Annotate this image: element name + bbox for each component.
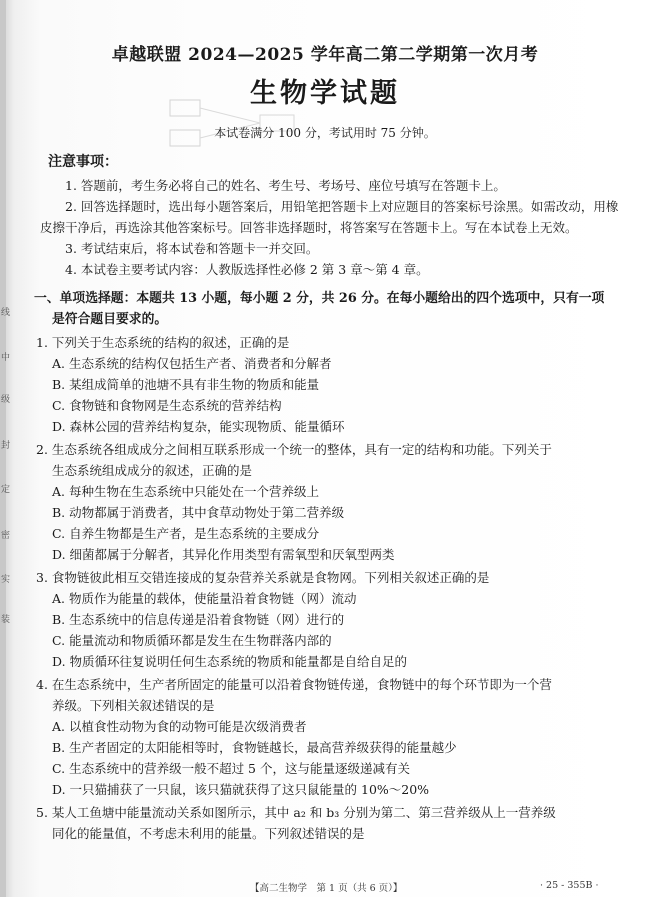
footer-page-info: 【高二生物学 第 1 页（共 6 页）】 bbox=[250, 883, 403, 894]
option-d: D. 细菌都属于分解者，其异化作用类型有需氧型和厌氧型两类 bbox=[52, 547, 395, 562]
question-stem-cont: 同化的能量值，不考虑未利用的能量。下列叙述错误的是 bbox=[52, 826, 365, 841]
score-line: 本试卷满分 100 分，考试用时 75 分钟。 bbox=[214, 126, 436, 140]
option-c: C. 生态系统中的营养级一般不超过 5 个，这与能量逐级递减有关 bbox=[52, 761, 410, 776]
question-stem-cont: 生态系统组成成分的叙述，正确的是 bbox=[52, 463, 253, 478]
option-c: C. 食物链和食物网是生态系统的营养结构 bbox=[52, 398, 282, 413]
margin-mark-8: 装 bbox=[1, 615, 11, 625]
section-heading: 一、单项选择题：本题共 13 小题，每小题 2 分，共 26 分。在每小题给出的四个选项中，只有一项 bbox=[34, 291, 605, 306]
option-c: C. 自养生物都是生产者，是生态系统的主要成分 bbox=[52, 526, 320, 541]
option-b: B. 动物都属于消费者，其中食草动物处于第二营养级 bbox=[52, 505, 345, 520]
section-heading-cont: 是符合题目要求的。 bbox=[52, 312, 168, 327]
question-stem: 5. 某人工鱼塘中能量流动关系如图所示，其中 a₂ 和 b₃ 分别为第二、第三营养级从上一营养级 bbox=[36, 805, 556, 820]
notice-heading: 注意事项： bbox=[48, 154, 118, 170]
question-1 bbox=[30, 332, 620, 437]
option-a: A. 生态系统的结构仅包括生产者、消费者和分解者 bbox=[52, 356, 332, 371]
option-b: B. 生产者固定的太阳能相等时，食物链越长，最高营养级获得的能量越少 bbox=[52, 740, 457, 755]
notice-item-4: 4. 本试卷主要考试内容：人教版选择性必修 2 第 3 章～第 4 章。 bbox=[65, 262, 429, 277]
margin-mark-5: 定 bbox=[1, 485, 11, 495]
question-stem: 3. 食物链彼此相互交错连接成的复杂营养关系就是食物网。下列相关叙述正确的是 bbox=[36, 570, 490, 585]
option-a: A. 以植食性动物为食的动物可能是次级消费者 bbox=[52, 719, 307, 734]
option-a: A. 每种生物在生态系统中只能处在一个营养级上 bbox=[52, 484, 319, 499]
notice-item-2: 2. 回答选择题时，选出每小题答案后，用铅笔把答题卡上对应题目的答案标号涂黑。如需改动，用橡皮擦干净后，再选涂其他答案标号。回答非选择题时，将答案写在答题卡上。写在本试卷上无效。 bbox=[40, 199, 619, 235]
exam-title: 卓越联盟 2024—2025 学年高二第二学期第一次月考 bbox=[111, 45, 539, 65]
question-2 bbox=[30, 439, 620, 565]
margin-mark-4: 封 bbox=[1, 441, 11, 451]
question-stem: 4. 在生态系统中，生产者所固定的能量可以沿着食物链传递，食物链中的每个环节即为一个营 bbox=[36, 677, 552, 692]
option-b: B. 生态系统中的信息传递是沿着食物链（网）进行的 bbox=[52, 612, 345, 627]
question-3 bbox=[30, 567, 620, 672]
margin-mark-2: 中 bbox=[1, 353, 11, 363]
option-d: D. 物质循环往复说明任何生态系统的物质和能量都是自给自足的 bbox=[52, 654, 408, 669]
notice-item-3: 3. 考试结束后，将本试卷和答题卡一并交回。 bbox=[65, 241, 319, 256]
margin-mark-7: 实 bbox=[1, 575, 11, 585]
option-d: D. 森林公园的营养结构复杂，能实现物质、能量循环 bbox=[52, 419, 345, 434]
margin-mark-1: 线 bbox=[1, 308, 11, 318]
option-a: A. 物质作为能量的载体，使能量沿着食物链（网）流动 bbox=[52, 591, 357, 606]
margin-mark-6: 密 bbox=[1, 531, 11, 541]
question-4 bbox=[30, 674, 620, 800]
notice-item-1: 1. 答题前，考生务必将自己的姓名、考生号、考场号、座位号填写在答题卡上。 bbox=[65, 178, 506, 193]
notice-block bbox=[30, 151, 620, 280]
option-d: D. 一只猫捕获了一只鼠，该只猫就获得了这只鼠能量的 10%～20% bbox=[52, 782, 430, 797]
option-c: C. 能量流动和物质循环都是发生在生物群落内部的 bbox=[52, 633, 332, 648]
subject-title: 生物学试题 bbox=[250, 78, 400, 109]
footer-exam-code: · 25 - 355B · bbox=[540, 880, 599, 891]
question-stem: 2. 生态系统各组成成分之间相互联系形成一个统一的整体，具有一定的结构和功能。下列关于 bbox=[36, 442, 552, 457]
exam-content bbox=[30, 40, 620, 844]
margin-mark-3: 级 bbox=[1, 395, 11, 405]
question-stem-cont: 养级。下列相关叙述错误的是 bbox=[52, 698, 215, 713]
question-stem: 1. 下列关于生态系统的结构的叙述，正确的是 bbox=[36, 335, 290, 350]
question-5 bbox=[30, 802, 620, 844]
option-b: B. 某组成简单的池塘不具有非生物的物质和能量 bbox=[52, 377, 320, 392]
